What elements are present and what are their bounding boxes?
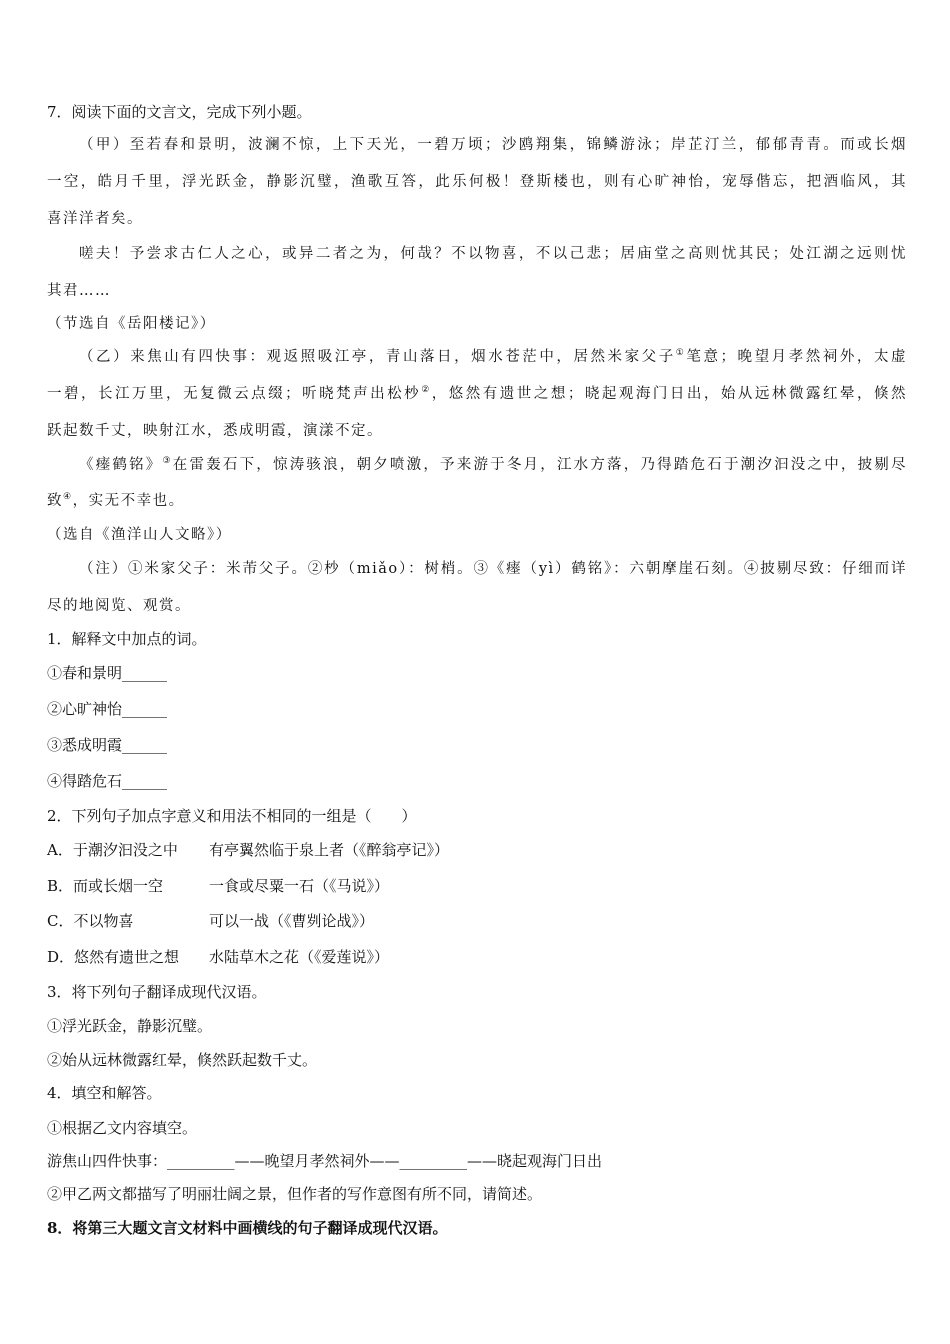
passage-jia-line: 一空，皓月千里，浮光跃金，静影沉璧，渔歌互答，此乐何极！登斯楼也，则有心旷神怡，宠辱偕忘，把酒临风，其	[47, 174, 907, 190]
subquestion-3-title: 3．将下列句子翻译成现代汉语。	[47, 983, 267, 1001]
subquestion-1-item: ①春和景明______	[47, 664, 168, 682]
passage-jia-line: 其君……	[47, 283, 111, 299]
question-8-title: 8．将第三大题文言文材料中画横线的句子翻译成现代汉语。	[47, 1219, 448, 1237]
passage-yi-source: （选自《渔洋山人文略》）	[47, 527, 232, 543]
subquestion-4-item: ①根据乙文内容填空。	[47, 1119, 198, 1137]
subquestion-3-item: ①浮光跃金，静影沉璧。	[47, 1017, 213, 1035]
passage-jia-line: （甲）至若春和景明，波澜不惊，上下天光，一碧万顷；沙鸥翔集，锦鳞游泳；岸芷汀兰，郁郁青青。而或长烟	[79, 137, 907, 153]
subquestion-1-title: 1．解释文中加点的词。	[47, 630, 207, 648]
subquestion-2-title: 2．下列句子加点字意义和用法不相同的一组是（ ）	[47, 807, 417, 825]
passage-yi-line: 致④，实无不幸也。	[47, 492, 185, 509]
subquestion-4-title: 4．填空和解答。	[47, 1084, 162, 1102]
notes-line: （注）①米家父子：米芾父子。②杪（miǎo）：树梢。③《瘗（yì）鹤铭》：六朝摩崖石刻。④披剔尽致：仔细而详	[79, 561, 907, 577]
passage-jia-source: （节选自《岳阳楼记》）	[47, 316, 216, 332]
passage-jia-line: 嗟夫！予尝求古仁人之心，或异二者之为，何哉？不以物喜，不以己悲；居庙堂之高则忧其民；处江湖之远则忧	[79, 246, 907, 262]
subquestion-1-item: ③悉成明霞______	[47, 736, 168, 754]
subquestion-1-item: ④得踏危石______	[47, 772, 168, 790]
option-d: D．悠然有遗世之想 水陆草木之花（《爱莲说》）	[47, 948, 390, 966]
passage-yi-line: 跃起数千丈，映射江水，悉成明霞，演漾不定。	[47, 423, 383, 439]
option-b: B．而或长烟一空 一食或尽粟一石（《马说》）	[47, 877, 390, 895]
passage-yi-line: （乙）来焦山有四快事：观返照吸江亭，青山落日，烟水苍茫中，居然米家父子①笔意；晚望月孝然祠外，太虚	[79, 348, 907, 365]
subquestion-4-item: ②甲乙两文都描写了明丽壮阔之景，但作者的写作意图有所不同，请简述。	[47, 1185, 543, 1203]
fill-in-line: 游焦山四件快事：_________——晚望月孝然祠外——_________——晓起观海门日出	[47, 1152, 603, 1170]
option-c: C．不以物喜 可以一战（《曹刿论战》）	[47, 912, 375, 930]
passage-yi-line: 一碧，长江万里，无复微云点缀；听晓梵声出松杪②，悠然有遗世之想；晓起观海门日出，始从远林微露红晕，倏然	[47, 385, 907, 402]
question-7-title: 7．阅读下面的文言文，完成下列小题。	[47, 103, 312, 121]
passage-yi-line: 《瘗鹤铭》③在雷轰石下，惊涛骇浪，朝夕喷激，予来游于冬月，江水方落，乃得踏危石于潮汐汩没之中，披剔尽	[79, 456, 907, 473]
option-a: A．于潮汐汩没之中 有亭翼然临于泉上者（《醉翁亭记》）	[47, 841, 450, 859]
passage-jia-line: 喜洋洋者矣。	[47, 211, 143, 227]
notes-line: 尽的地阅览、观赏。	[47, 598, 191, 614]
subquestion-1-item: ②心旷神怡______	[47, 700, 168, 718]
subquestion-3-item: ②始从远林微露红晕，倏然跃起数千丈。	[47, 1051, 318, 1069]
